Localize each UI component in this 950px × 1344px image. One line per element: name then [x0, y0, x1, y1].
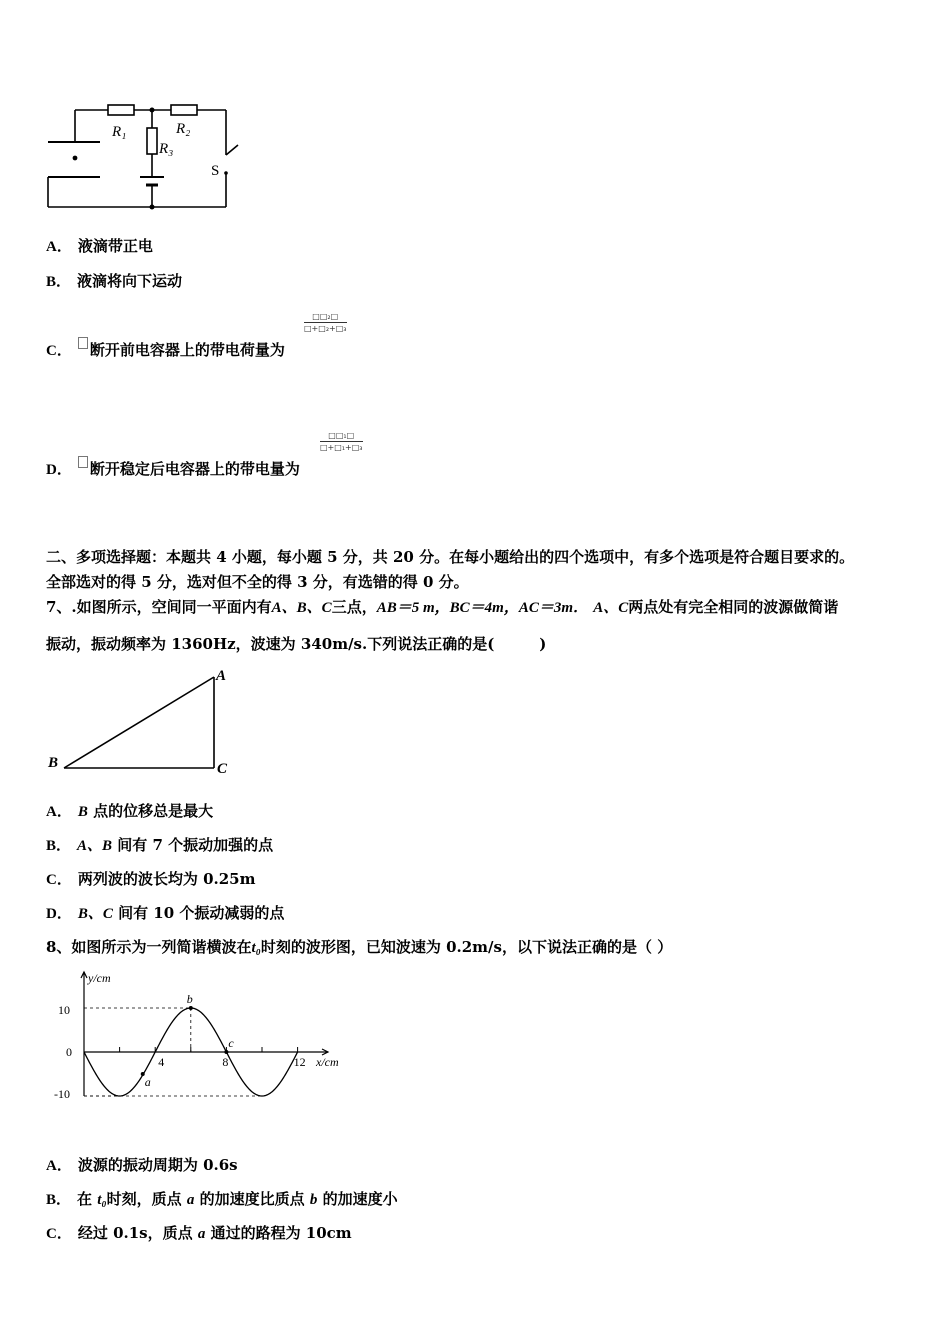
fraction-numerator: □□₁□	[320, 431, 363, 442]
missing-glyph-box	[78, 337, 88, 349]
x-tick-12: 12	[293, 1055, 306, 1069]
q8-option-b	[46, 1188, 398, 1209]
option-key: C．	[46, 343, 72, 359]
option-var: a	[197, 1226, 206, 1242]
q7-stem-text: 两点处有完全相同的波源做简谐	[628, 598, 839, 616]
point-c-marker	[224, 1050, 228, 1054]
q7-stem-text: 7、.如图所示，空间同一平面内有	[46, 598, 272, 616]
fraction-numerator: □□₂□	[304, 312, 347, 323]
q7-points: A、B、C	[271, 600, 332, 616]
q8-stem	[46, 936, 672, 957]
point-c-label: c	[228, 1036, 234, 1050]
fraction-denominator: □+□₁+□₃	[320, 443, 363, 452]
label-r3: R₃	[159, 141, 174, 157]
option-text: 时刻，质点	[106, 1190, 187, 1208]
vertex-b-label: B	[48, 755, 59, 771]
q7-option-c	[46, 868, 255, 889]
x-axis-label: x/cm	[316, 1055, 339, 1069]
q8-stem-text: 8、如图所示为一列简谐横波在	[46, 938, 252, 956]
q7-ab: AB＝5 m，	[376, 600, 450, 616]
q8-option-c	[46, 1222, 352, 1243]
q6-option-d	[46, 456, 300, 479]
option-text: 液滴将向下运动	[77, 272, 183, 290]
q7-stem-text: 三点，	[331, 598, 377, 616]
label-switch: S	[211, 163, 220, 179]
option-text: 点的位移总是最大	[87, 802, 214, 820]
option-var: t₀	[97, 1192, 107, 1208]
option-var: a	[186, 1192, 195, 1208]
q7-ac: AC＝3m．	[518, 600, 589, 616]
q6-option-c	[46, 337, 285, 360]
option-text: 两列波的波长均为 0.25m	[77, 870, 256, 888]
option-text: 的加速度比质点	[194, 1190, 310, 1208]
y-tick-10: 10	[58, 1003, 70, 1017]
option-text: 的加速度小	[317, 1190, 398, 1208]
x-tick-8: 8	[222, 1055, 229, 1069]
option-key: A．	[46, 804, 72, 820]
y-tick-0: 0	[66, 1045, 72, 1059]
q7-bc: BC＝4m，	[449, 600, 519, 616]
circuit-diagram	[40, 95, 250, 220]
option-var: B、C	[77, 906, 113, 922]
option-text: 液滴带正电	[77, 237, 153, 255]
missing-glyph-box	[78, 456, 88, 468]
point-a-label: a	[144, 1075, 151, 1089]
q7-option-d	[46, 902, 284, 923]
option-text: 间有 10 个振动减弱的点	[112, 904, 285, 922]
option-var: b	[309, 1192, 318, 1208]
triangle-figure	[44, 663, 244, 778]
q6-fraction-d	[320, 431, 363, 452]
q7-stem-line1	[46, 596, 838, 617]
q8-stem-text: 时刻的波形图，已知波速为 0.2m/s，以下说法正确的是（ ）	[260, 938, 673, 956]
y-axis-label: y/cm	[88, 971, 111, 985]
option-text: 经过 0.1s，质点	[77, 1224, 198, 1242]
q7-sources: A、C	[593, 600, 629, 616]
q6-fraction-c	[304, 312, 347, 333]
q6-option-b	[46, 270, 182, 291]
section2-line2: 全部选对的得 5 分，选对但不全的得 3 分，有选错的得 0 分。	[46, 573, 469, 591]
option-key: B．	[46, 1192, 72, 1208]
option-var: A、B	[77, 838, 113, 854]
wave-graph	[40, 962, 360, 1107]
option-text: 断开前电容器上的带电荷量为	[89, 341, 285, 359]
option-text: 波源的振动周期为 0.6s	[77, 1156, 238, 1174]
option-key: D．	[46, 906, 72, 922]
q6-option-a	[46, 235, 153, 256]
q7-option-a	[46, 800, 213, 821]
fraction-denominator: □+□₂+□₃	[304, 324, 347, 333]
q8-option-a	[46, 1154, 238, 1175]
label-r1: R₁	[112, 124, 127, 140]
section2-line1: 二、多项选择题：本题共 4 小题，每小题 5 分，共 20 分。在每小题给出的四个选项中，有多个选项是符合题目要求的。	[46, 548, 855, 566]
vertex-a-label: A	[216, 668, 227, 684]
x-tick-4: 4	[158, 1055, 165, 1069]
point-b-label: b	[186, 992, 193, 1006]
q7-stem-line2: 振动，振动频率为 1360Hz，波速为 340m/s.下列说法正确的是( )	[46, 635, 547, 653]
option-key: B．	[46, 274, 72, 290]
label-r2: R₂	[176, 121, 191, 137]
option-text: 间有 7 个振动加强的点	[112, 836, 274, 854]
option-key: A．	[46, 1158, 72, 1174]
option-text: 在	[77, 1190, 98, 1208]
droplet	[73, 156, 78, 161]
option-text: 断开稳定后电容器上的带电量为	[89, 460, 300, 478]
option-key: A．	[46, 239, 72, 255]
option-key: C．	[46, 872, 72, 888]
point-b-marker	[189, 1006, 193, 1010]
vertex-c-label: C	[217, 761, 228, 777]
q7-option-b	[46, 834, 273, 855]
option-var: B	[77, 804, 88, 820]
option-key: C．	[46, 1226, 72, 1242]
option-text: 通过的路程为 10cm	[205, 1224, 352, 1242]
option-key: B．	[46, 838, 72, 854]
q8-stem-time: t₀	[251, 940, 261, 956]
option-key: D．	[46, 462, 72, 478]
y-tick-minus-10: -10	[54, 1087, 70, 1101]
